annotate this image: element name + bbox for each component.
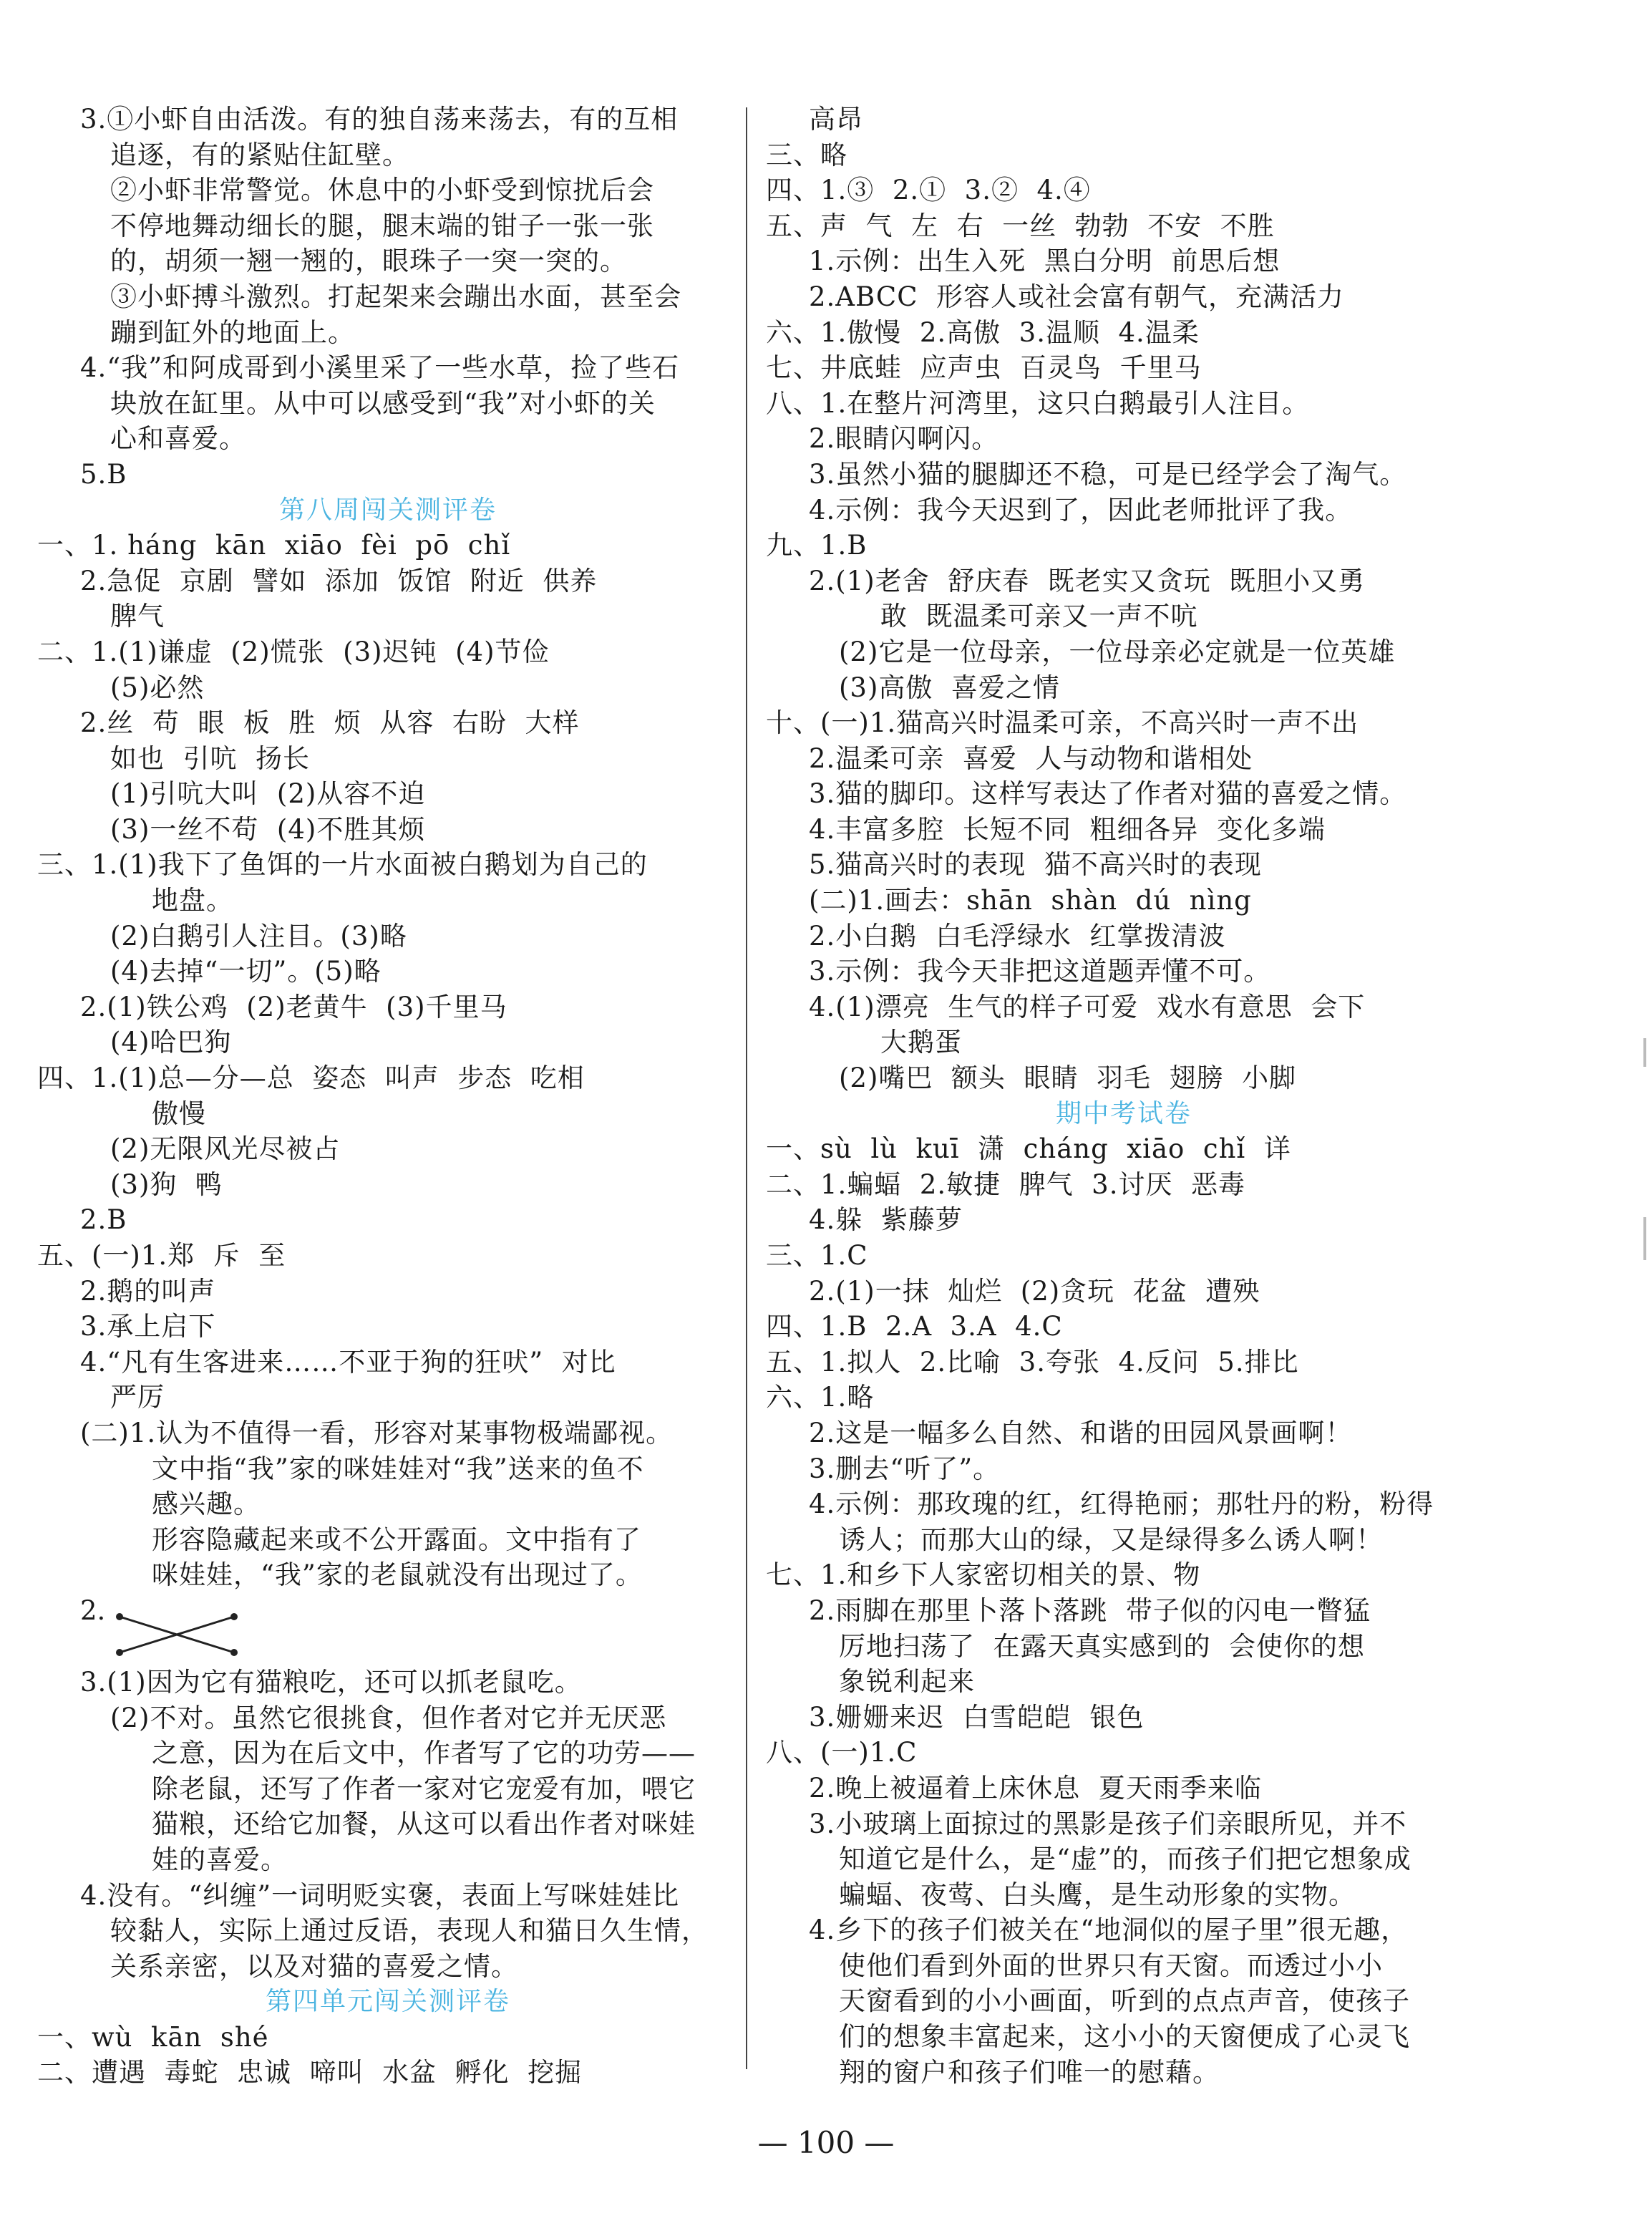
section-title: 第四单元闯关测评卷 <box>265 1987 510 2017</box>
answer-line: (2)它是一位母亲，一位母亲必定就是一位英雄 <box>839 636 1396 667</box>
answer-line: 不停地舞动细长的腿，腿末端的钳子一张一张 <box>110 210 654 241</box>
answer-line: 块放在缸里。从中可以感受到“我”对小虾的关 <box>110 387 656 419</box>
answer-line: 4.丰富多腔 长短不同 粗细各异 变化多端 <box>809 813 1326 845</box>
answer-line: 三、1.(1)我下了鱼饵的一片水面被白鹅划为自己的 <box>37 849 648 881</box>
answer-line: 二、遭遇 毒蛇 忠诚 啼叫 水盆 孵化 挖掘 <box>37 2057 583 2089</box>
answer-line: 九、1.B <box>766 530 868 561</box>
answer-line: (二)1.认为不值得一看，形容对某事物极端鄙视。 <box>80 1417 674 1448</box>
answer-line: 2.鹅的叫声 <box>80 1275 216 1307</box>
answer-line: (3)狗 鸭 <box>110 1168 223 1200</box>
answer-line: ③小虾搏斗激烈。打起架来会蹦出水面，甚至会 <box>110 281 681 312</box>
answer-line: 地盘。 <box>152 885 233 916</box>
answer-line: 一、1. háng kān xiāo fèi pō chǐ <box>37 530 511 561</box>
answer-line: 5.B <box>80 458 127 490</box>
answer-line: 二、1.蝙蝠 2.敏捷 脾气 3.讨厌 恶毒 <box>766 1168 1245 1200</box>
answer-line: (3)高傲 喜爱之情 <box>839 672 1060 703</box>
answer-line: 娃的喜爱。 <box>152 1844 288 1875</box>
answer-line: 天窗看到的小小画面，听到的点点声音，使孩子 <box>839 1985 1410 2017</box>
answer-line: 2. <box>80 1594 106 1626</box>
answer-line: (5)必然 <box>110 672 205 703</box>
answer-line: 3.(1)因为它有猫粮吃，还可以抓老鼠吃。 <box>80 1666 582 1698</box>
answer-line: 严厉 <box>110 1382 165 1413</box>
answer-line: 十、(一)1.猫高兴时温柔可亲，不高兴时一声不出 <box>766 707 1359 739</box>
answer-line: (2)白鹅引人注目。(3)略 <box>110 920 407 952</box>
answer-line: 1.示例：出生入死 黑白分明 前思后想 <box>809 246 1281 277</box>
answer-line: 高昂 <box>809 104 863 135</box>
answer-line: 七、1.和乡下人家密切相关的景、物 <box>766 1559 1201 1591</box>
answer-line: 的，胡须一翘一翘的，眼珠子一突一突的。 <box>110 246 627 277</box>
answer-line: 3.示例：我今天非把这道题弄懂不可。 <box>809 956 1271 987</box>
answer-line: 2.(1)老舍 舒庆春 既老实又贪玩 既胆小又勇 <box>809 565 1366 596</box>
answer-line: 2.眼睛闪啊闪。 <box>809 423 999 455</box>
answer-line: 心和喜爱。 <box>110 423 246 455</box>
column-divider <box>746 107 747 2069</box>
matching-diagram <box>37 1593 739 1665</box>
answer-line: 六、1.略 <box>766 1382 875 1413</box>
answer-line: 2.(1)铁公鸡 (2)老黄牛 (3)千里马 <box>80 991 507 1022</box>
answer-line: 敢 既温柔可亲又一声不吭 <box>880 601 1198 632</box>
answer-line: 七、井底蛙 应声虫 百灵鸟 千里马 <box>766 352 1202 384</box>
answer-line: 咪娃娃，“我”家的老鼠就没有出现过了。 <box>152 1559 643 1591</box>
answer-line: (3)一丝不苟 (4)不胜其烦 <box>110 813 426 845</box>
answer-line: 2.雨脚在那里卜落卜落跳 带子似的闪电一瞥猛 <box>809 1594 1371 1626</box>
answer-line: 八、(一)1.C <box>766 1737 918 1768</box>
answer-line: 翔的窗户和孩子们唯一的慰藉。 <box>839 2056 1220 2088</box>
answer-line: (二)1.画去：shān shàn dú nìng <box>809 885 1252 916</box>
answer-line: 5.猫高兴时的表现 猫不高兴时的表现 <box>809 849 1262 881</box>
answer-line: 一、sù lù kuī 潇 cháng xiāo chǐ 详 <box>766 1133 1291 1165</box>
answer-line: 五、1.拟人 2.比喻 3.夸张 4.反问 5.排比 <box>766 1346 1299 1378</box>
answer-line: 2.(1)一抹 灿烂 (2)贪玩 花盆 遭殃 <box>809 1275 1260 1307</box>
answer-line: ②小虾非常警觉。休息中的小虾受到惊扰后会 <box>110 175 654 206</box>
answer-line: 如也 引吭 扬长 <box>110 742 311 774</box>
answer-line: 2.B <box>80 1204 127 1236</box>
answer-line: 三、1.C <box>766 1240 868 1271</box>
answer-line: 4.示例：那玫瑰的红，红得艳丽；那牡丹的粉，粉得 <box>809 1489 1434 1520</box>
answer-line: 2.晚上被逼着上床休息 夏天雨季来临 <box>809 1772 1262 1804</box>
answer-line: 象锐利起来 <box>839 1666 975 1698</box>
answer-line: 4.(1)漂亮 生气的样子可爱 戏水有意思 会下 <box>809 991 1366 1022</box>
answer-line: 3.小玻璃上面掠过的黑影是孩子们亲眼所见，并不 <box>809 1808 1407 1839</box>
left-column <box>37 102 739 2091</box>
answer-line: 3.姗姗来迟 白雪皑皑 银色 <box>809 1701 1145 1733</box>
answer-line: 五、(一)1.郑 斥 至 <box>37 1240 286 1271</box>
answer-line: (1)引吭大叫 (2)从容不迫 <box>110 778 426 810</box>
answer-line: 关系亲密，以及对猫的喜爱之情。 <box>110 1950 518 1982</box>
answer-line: 之意，因为在后文中，作者写了它的功劳—— <box>152 1738 696 1769</box>
answer-line: 3.虽然小猫的腿脚还不稳，可是已经学会了淘气。 <box>809 458 1407 490</box>
cross-lines-icon <box>112 1606 241 1663</box>
answer-line: 诱人；而那大山的绿，又是绿得多么诱人啊！ <box>839 1524 1383 1555</box>
answer-line: (2)嘴巴 额头 眼睛 羽毛 翅膀 小脚 <box>839 1063 1297 1094</box>
answer-line: 3.删去“听了”。 <box>809 1453 1001 1484</box>
answer-line: 4.“我”和阿成哥到小溪里采了一些水草，捡了些石 <box>80 352 680 384</box>
answer-line: 3.①小虾自由活泼。有的独自荡来荡去，有的互相 <box>80 104 679 135</box>
answer-line: 六、1.傲慢 2.高傲 3.温顺 4.温柔 <box>766 316 1200 348</box>
section-title: 第八周闯关测评卷 <box>278 495 497 525</box>
scan-edge-mark <box>1643 1038 1646 1067</box>
answer-line: (2)无限风光尽被占 <box>110 1133 341 1165</box>
answer-line: 傲慢 <box>152 1098 206 1129</box>
answer-line: 3.猫的脚印。这样写表达了作者对猫的喜爱之情。 <box>809 778 1407 810</box>
answer-line: (2)不对。虽然它很挑食，但作者对它并无厌恶 <box>110 1702 667 1733</box>
answer-line: 八、1.在整片河湾里，这只白鹅最引人注目。 <box>766 387 1310 419</box>
answer-line: 2.急促 京剧 譬如 添加 饭馆 附近 供养 <box>80 565 598 596</box>
answer-line: 蹦到缸外的地面上。 <box>110 316 355 348</box>
answer-line: 们的想象丰富起来，这小小的天窗便成了心灵飞 <box>839 2021 1410 2053</box>
answer-line: 猫粮，还给它加餐，从这可以看出作者对咪娃 <box>152 1809 696 1840</box>
scan-edge-mark <box>1643 1217 1646 1260</box>
answer-line: 脾气 <box>110 601 165 632</box>
answer-line: (4)去掉“一切”。(5)略 <box>110 956 382 987</box>
answer-line: 2.ABCC 形容人或社会富有朝气，充满活力 <box>809 281 1345 312</box>
answer-line: 4.“凡有生客进来……不亚于狗的狂吠” 对比 <box>80 1346 616 1378</box>
answer-line: 五、声 气 左 右 一丝 勃勃 不安 不胜 <box>766 210 1275 241</box>
answer-line: 四、1.B 2.A 3.A 4.C <box>766 1311 1063 1342</box>
answer-line: 4.示例：我今天迟到了，因此老师批评了我。 <box>809 494 1353 526</box>
answer-line: 形容隐藏起来或不公开露面。文中指有了 <box>152 1524 641 1555</box>
answer-line: 使他们看到外面的世界只有天窗。而透过小小 <box>839 1950 1383 1981</box>
answer-line: 文中指“我”家的咪娃娃对“我”送来的鱼不 <box>152 1453 644 1484</box>
page-number: — 100 — <box>757 2125 895 2160</box>
right-column <box>766 102 1482 2090</box>
answer-line: 2.小白鹅 白毛浮绿水 红掌拨清波 <box>809 920 1226 952</box>
answer-line: 3.承上启下 <box>80 1311 216 1342</box>
answer-line: 感兴趣。 <box>152 1489 261 1520</box>
answer-line: 除老鼠，还写了作者一家对它宠爱有加，喂它 <box>152 1773 696 1804</box>
answer-line: 一、wù kān shé <box>37 2021 269 2053</box>
answer-line: 三、略 <box>766 139 847 170</box>
answer-line: 蝙蝠、夜莺、白头鹰，是生动形象的实物。 <box>839 1879 1356 1910</box>
answer-line: 四、1.③ 2.① 3.② 4.④ <box>766 175 1091 206</box>
answer-line: 2.温柔可亲 喜爱 人与动物和谐相处 <box>809 742 1253 774</box>
answer-line: 2.这是一幅多么自然、和谐的田园风景画啊！ <box>809 1417 1353 1448</box>
answer-line: (4)哈巴狗 <box>110 1027 232 1058</box>
answer-line: 四、1.(1)总—分—总 姿态 叫声 步态 吃相 <box>37 1063 585 1094</box>
answer-line: 追逐，有的紧贴住缸壁。 <box>110 139 409 170</box>
answer-line: 二、1.(1)谦虚 (2)慌张 (3)迟钝 (4)节俭 <box>37 636 550 667</box>
answer-line: 大鹅蛋 <box>880 1027 962 1058</box>
answer-line: 较黏人，实际上通过反语，表现人和猫日久生情， <box>110 1915 709 1947</box>
answer-line: 2.丝 苟 眼 板 胜 烦 从容 右盼 大样 <box>80 707 580 739</box>
answer-line: 知道它是什么，是“虚”的，而孩子们把它想象成 <box>839 1844 1412 1875</box>
answer-line: 4.没有。“纠缠”一词明贬实褒，表面上写咪娃娃比 <box>80 1879 680 1911</box>
section-title: 期中考试卷 <box>1055 1098 1192 1128</box>
answer-line: 4.乡下的孩子们被关在“地洞似的屋子里”很无趣， <box>809 1915 1409 1946</box>
answer-line: 厉地扫荡了 在露天真实感到的 会使你的想 <box>839 1630 1366 1662</box>
answer-line: 4.躲 紫藤萝 <box>809 1204 963 1236</box>
